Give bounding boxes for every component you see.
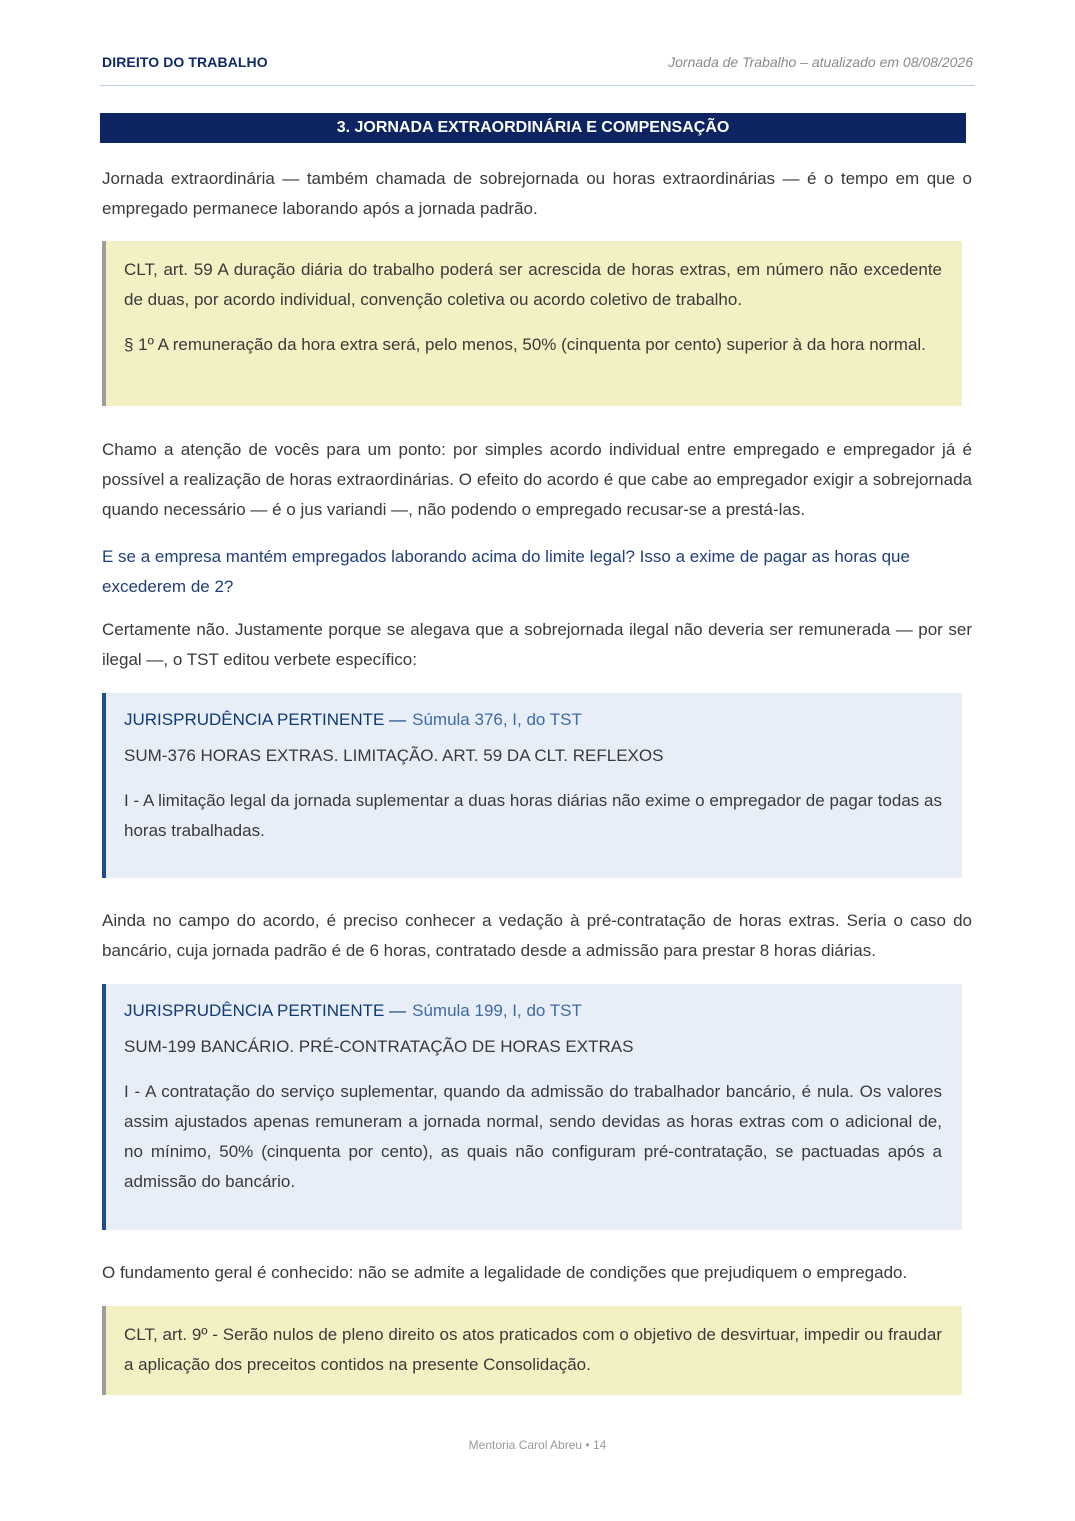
paragraph-text: Chamo a atenção de vocês para um ponto: por simples acordo individual entre empregado e empregador já é possível a realização de horas extraordinárias. O efeito do acordo é que cabe ao empregador exigir a sobrejornada quando necessário — é o jus variandi —, não podendo o empregado recusar-se a prestá-las. <box>102 440 972 519</box>
question-paragraph <box>102 542 947 602</box>
page-header <box>102 54 973 74</box>
jurisprudence-text: I - A contratação do serviço suplementar, quando da admissão do trabalhador bancário, é nula. Os valores assim ajustados apenas remuneram a jornada normal, sendo devidas as horas extras com o adicional de, no mínimo, 50% (cinquenta por cento), as quais não configuram pré-contratação, se pactuadas após a admissão do bancário. <box>124 1082 942 1191</box>
law-quote-clt-9 <box>102 1306 962 1395</box>
header-subject: DIREITO DO TRABALHO <box>102 54 268 70</box>
paragraph-text: Jornada extraordinária — também chamada de sobrejornada ou horas extraordinárias — é o tempo em que o empregado permanece laborando após a jornada padrão. <box>102 169 972 218</box>
jurisprudence-heading: SUM-376 HORAS EXTRAS. LIMITAÇÃO. ART. 59 DA CLT. REFLEXOS <box>124 746 664 765</box>
paragraph-bancario <box>102 906 972 966</box>
jurisprudence-title <box>124 996 942 1026</box>
page-footer <box>0 1438 1075 1452</box>
jurisprudence-label: JURISPRUDÊNCIA PERTINENTE — <box>124 1001 407 1020</box>
paragraph-text: Certamente não. Justamente porque se alegava que a sobrejornada ilegal não deveria ser remunerada — por ser ilegal —, o TST editou verbete específico: <box>102 620 972 669</box>
paragraph-intro <box>102 164 972 224</box>
jurisprudence-reference: Súmula 199, I, do TST <box>412 1001 582 1020</box>
jurisprudence-reference: Súmula 376, I, do TST <box>412 710 582 729</box>
paragraph-tst <box>102 615 972 675</box>
law-quote-clt-59 <box>102 241 962 406</box>
header-topic: Jornada de Trabalho – atualizado em 08/08/2026 <box>668 54 973 70</box>
quote-text: CLT, art. 9º - Serão nulos de pleno direito os atos praticados com o objetivo de desvirtuar, impedir ou fraudar a aplicação dos preceitos contidos na presente Consolidação. <box>124 1325 942 1374</box>
jurisprudence-label: JURISPRUDÊNCIA PERTINENTE — <box>124 710 407 729</box>
jurisprudence-heading: SUM-199 BANCÁRIO. PRÉ-CONTRATAÇÃO DE HORAS EXTRAS <box>124 1037 634 1056</box>
quote-text: § 1º A remuneração da hora extra será, pelo menos, 50% (cinquenta por cento) superior à da hora normal. <box>124 335 926 354</box>
jurisprudence-box-199 <box>102 984 962 1230</box>
header-divider <box>100 85 975 86</box>
jurisprudence-text: I - A limitação legal da jornada suplementar a duas horas diárias não exime o empregador de pagar todas as horas trabalhadas. <box>124 791 942 840</box>
jurisprudence-title <box>124 705 942 735</box>
section-title: 3. JORNADA EXTRAORDINÁRIA E COMPENSAÇÃO <box>100 113 966 143</box>
footer-author: Mentoria Carol Abreu • <box>468 1438 590 1452</box>
quote-text: CLT, art. 59 A duração diária do trabalho poderá ser acrescida de horas extras, em número não excedente de duas, por acordo individual, convenção coletiva ou acordo coletivo de trabalho. <box>124 260 942 309</box>
jurisprudence-box-376 <box>102 693 962 878</box>
page-number: 14 <box>592 1438 607 1452</box>
paragraph-text: Ainda no campo do acordo, é preciso conhecer a vedação à pré-contratação de horas extras. Seria o caso do bancário, cuja jornada padrão é de 6 horas, contratado desde a admissão para prestar 8 horas diárias. <box>102 911 972 960</box>
paragraph-text: O fundamento geral é conhecido: não se admite a legalidade de condições que prejudiquem o empregado. <box>102 1263 908 1282</box>
question-text: E se a empresa mantém empregados laborando acima do limite legal? Isso a exime de pagar as horas que excederem de 2? <box>102 547 910 596</box>
paragraph-acordo <box>102 435 972 525</box>
paragraph-fundamento <box>102 1258 972 1288</box>
